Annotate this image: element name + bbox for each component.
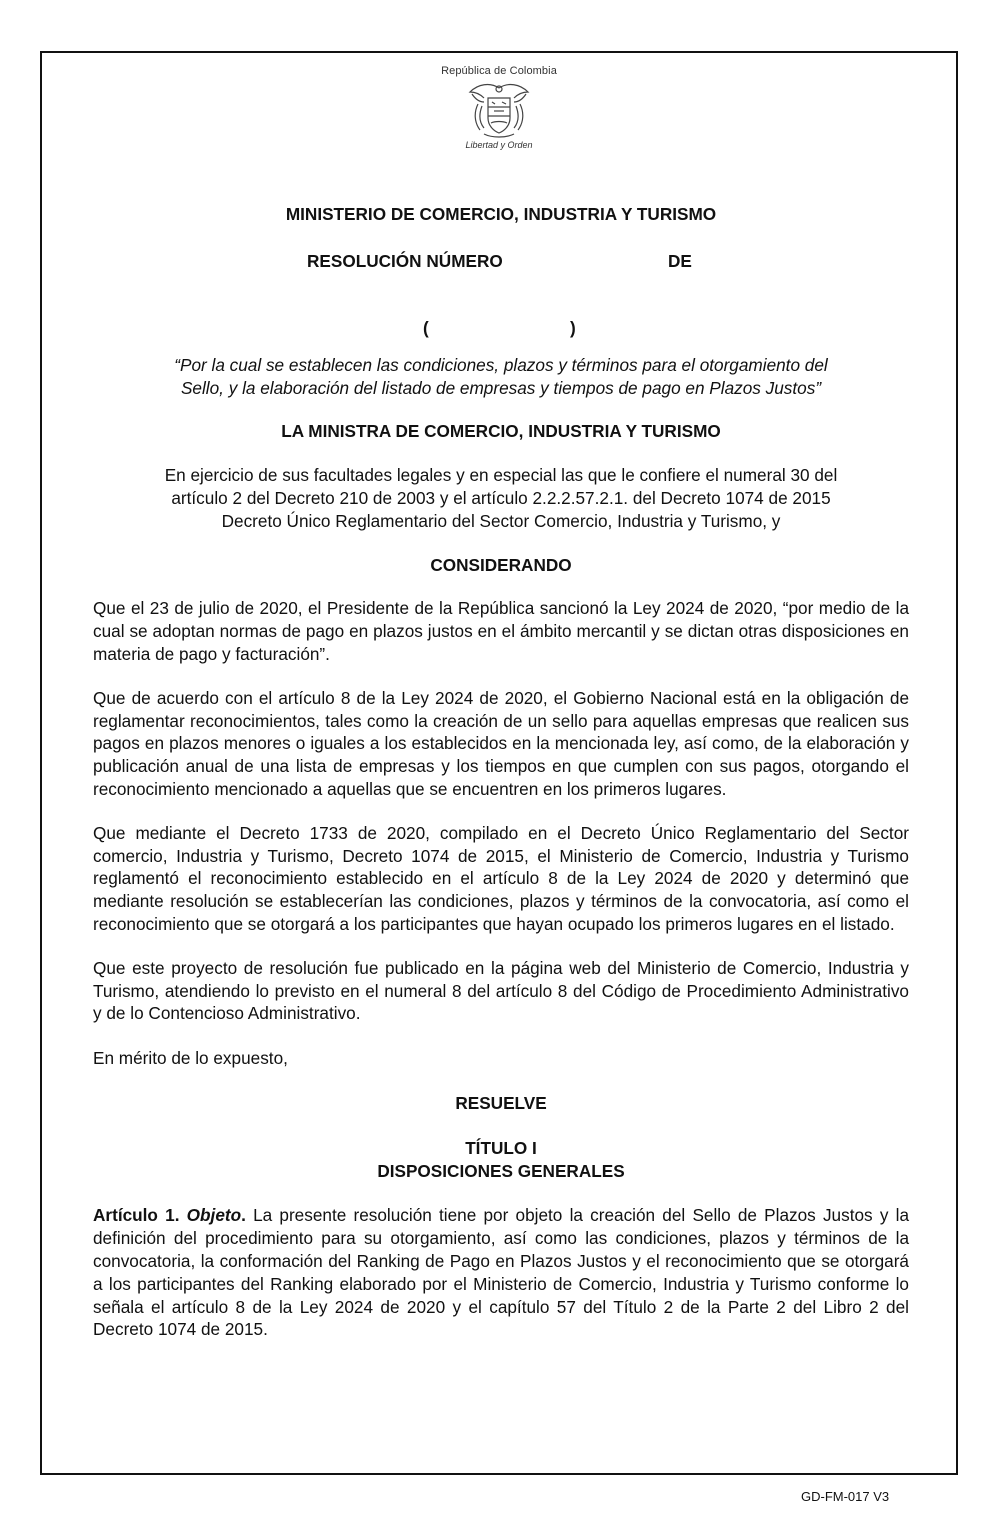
document-body <box>93 203 909 1341</box>
document-frame <box>40 51 958 1475</box>
resolution-number-line <box>93 250 909 273</box>
consideration-paragraph: Que mediante el Decreto 1733 de 2020, compilado en el Decreto Único Reglamentario del Sector comercio, Industria y Turismo, Decreto 1074 de 2015, el Ministerio de Comercio, Industria y Turismo reglamentó el reconocimiento establecido en el artículo 8 de la Ley 2024 de 2020 y determinó que mediante resolución se establecerían las condiciones, plazos y términos de la convocatoria, así como el reconocimiento que se otorgará a los participantes que hayan ocupado los primeros lugares en el listado. <box>93 822 909 934</box>
epigraph <box>93 354 909 400</box>
article-1 <box>93 1204 909 1341</box>
paren-open: ( <box>423 317 429 338</box>
resuelve-heading: RESUELVE <box>455 1092 547 1113</box>
legal-basis-line-3: Decreto Único Reglamentario del Sector Comercio, Industria y Turismo, y <box>221 510 781 531</box>
form-code: GD-FM-017 V3 <box>801 1489 890 1504</box>
title-heading <box>93 1137 909 1183</box>
epigraph-line-2: Sello, y la elaboración del listado de empresas y tiempos de pago en Plazos Justos” <box>180 377 822 398</box>
coat-of-arms-colombia-icon <box>464 80 534 140</box>
consideration-paragraph: Que el 23 de julio de 2020, el Presidente de la República sancionó la Ley 2024 de 2020, “por medio de la cual se adoptan normas de pago en plazos justos en el ámbito mercantil y se dictan otras disposiciones en materia de pago y facturación”. <box>93 598 909 664</box>
date-parentheses <box>93 317 909 340</box>
article-1-heading: Objeto <box>186 1205 242 1226</box>
merito-line: En mérito de lo expuesto, <box>93 1048 288 1069</box>
ministry-name: MINISTERIO DE COMERCIO, INDUSTRIA Y TURISMO <box>285 204 717 224</box>
title-name: DISPOSICIONES GENERALES <box>377 1160 625 1181</box>
resolution-de: DE <box>668 250 692 271</box>
country-name: República de Colombia <box>441 65 557 77</box>
resolution-label: RESOLUCIÓN NÚMERO <box>307 250 503 271</box>
article-1-heading-dot: . <box>241 1205 246 1226</box>
consideration-paragraph: Que este proyecto de resolución fue publicado en la página web del Ministerio de Comercio, Industria y Turismo, atendiendo lo previsto en el numeral 8 del artículo 8 del Código de Procedimiento Administrativo y de lo Contencioso Administrativo. <box>93 957 909 1024</box>
article-1-text: La presente resolución tiene por objeto la creación del Sello de Plazos Justos y la definición del procedimiento para su otorgamiento, así como las condiciones, plazos y términos de la convocatoria, la conformación del Ranking de Pago en Plazos Justos y el reconocimiento que se otorgará a los participantes del Ranking elaborado por el Ministerio de Comercio, Industria y Turismo conforme lo señala el artículo 8 de la Ley 2024 de 2020 y el capítulo 57 del Título 2 de la Parte 2 del Libro 2 del Decreto 1074 de 2015. <box>93 1205 909 1340</box>
paren-close: ) <box>570 317 576 338</box>
legal-basis-line-1: En ejercicio de sus facultades legales y en especial las que le confiere el numeral 30 del <box>164 465 838 486</box>
motto: Libertad y Orden <box>465 140 533 150</box>
legal-basis <box>93 464 909 532</box>
consideration-paragraph: Que de acuerdo con el artículo 8 de la Ley 2024 de 2020, el Gobierno Nacional está en la obligación de reglamentar reconocimientos, tales como la creación de un sello para aquellas empresas que realicen sus pagos en plazos menores o iguales a los establecidos en la mencionada ley, así como, de la elaboración y publicación anual de una lista de empresas y los tiempos en que cumplen con sus pagos, otorgando el reconocimiento mencionado a aquellas que se encuentren en los primeros lugares. <box>93 687 909 799</box>
epigraph-line-1: “Por la cual se establecen las condiciones, plazos y términos para el otorgamiento del <box>174 354 828 375</box>
legal-basis-line-2: artículo 2 del Decreto 210 de 2003 y el artículo 2.2.2.57.2.1. del Decreto 1074 de 2015 <box>171 487 831 508</box>
minister-title: LA MINISTRA DE COMERCIO, INDUSTRIA Y TURISMO <box>281 421 721 442</box>
considerando-heading: CONSIDERANDO <box>430 554 572 575</box>
document-header <box>42 65 956 150</box>
article-1-label: Artículo 1. <box>93 1205 180 1226</box>
title-number: TÍTULO I <box>465 1137 537 1158</box>
